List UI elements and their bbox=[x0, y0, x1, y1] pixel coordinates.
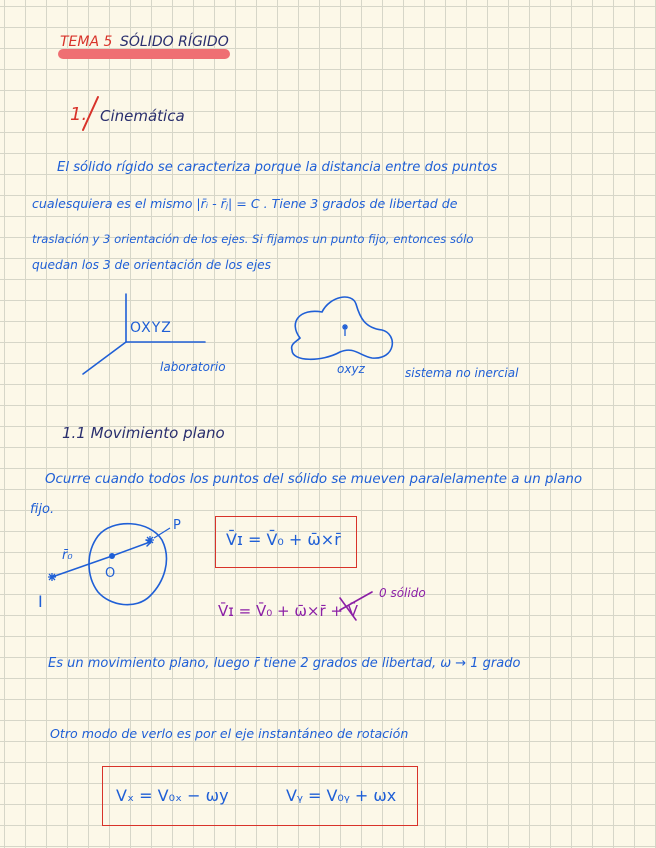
component-eq-x: Vₓ = V₀ₓ − ωy bbox=[116, 786, 229, 805]
body-caption: sistema no inercial bbox=[405, 366, 519, 380]
section1-line-2: cualesquiera es el mismo |r̄ᵢ - r̄ⱼ| = C . Tiene 3 grados de libertad de bbox=[32, 196, 458, 211]
title-subject: SÓLIDO RÍGIDO bbox=[120, 34, 229, 50]
lab-axes-drawing bbox=[83, 294, 205, 374]
component-eq-y: Vᵧ = V₀ᵧ + ωx bbox=[286, 786, 397, 805]
solid-body-outline bbox=[292, 297, 393, 359]
section1-1-line-2: fijo. bbox=[30, 502, 55, 517]
section1-heading: Cinemática bbox=[100, 107, 185, 125]
section1-line-3: traslación y 3 orientación de los ejes. Si fijamos un punto fijo, entonces sólo bbox=[32, 232, 474, 246]
purple-note: 0 sólido bbox=[379, 586, 426, 600]
frame-label: OXYZ bbox=[130, 320, 172, 336]
frame-caption: laboratorio bbox=[160, 360, 226, 374]
purple-arrow bbox=[340, 592, 372, 610]
summary-line: Es un movimiento plano, luego r̄ tiene 2 grados de libertad, ω → 1 grado bbox=[48, 656, 521, 671]
point-i-star bbox=[48, 573, 56, 581]
body-origin-star bbox=[342, 324, 348, 336]
purple-equation: V̄ɪ = V̄₀ + ω̄×r̄ + V̄ bbox=[218, 602, 358, 620]
title-tema: TEMA 5 bbox=[60, 34, 113, 50]
planar-body-outline bbox=[89, 524, 166, 605]
label-o: O bbox=[105, 566, 116, 581]
label-r0: r̄₀ bbox=[62, 548, 73, 563]
section1-slash bbox=[83, 97, 98, 130]
section1-1-line-1: Ocurre cuando todos los puntos del sólido se mueven paralelamente a un plano bbox=[45, 472, 583, 487]
section1-line-4: quedan los 3 de orientación de los ejes bbox=[32, 258, 271, 272]
point-o-dot bbox=[109, 553, 115, 559]
section1-line-1: El sólido rígido se caracteriza porque la distancia entre dos puntos bbox=[57, 160, 498, 175]
boxed-equation: V̄ɪ = V̄₀ + ω̄×r̄ bbox=[226, 530, 341, 549]
section1-number: 1. bbox=[70, 104, 88, 125]
label-i: I bbox=[38, 592, 43, 611]
planar-vectors bbox=[52, 540, 151, 577]
body-frame-label: oxyz bbox=[337, 362, 365, 376]
label-p: P bbox=[173, 518, 181, 533]
other-mode-line: Otro modo de verlo es por el eje instantáneo de rotación bbox=[50, 726, 409, 741]
section1-1-heading: 1.1 Movimiento plano bbox=[62, 424, 225, 442]
point-p-star bbox=[146, 536, 154, 544]
